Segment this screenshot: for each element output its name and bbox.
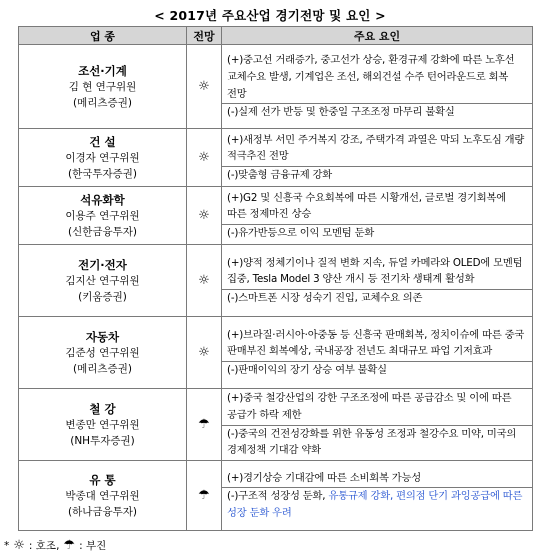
positive-factors: (+)양적 정체기이나 질적 변화 지속, 듀얼 카메라와 OLED에 모멘텀 집중, Tesla Model 3 양산 개시 등 전기차 생태계 활성화: [227, 256, 523, 286]
factors-cell: [222, 389, 533, 461]
outlook-cell: [187, 245, 222, 317]
sector-cell: [19, 187, 187, 245]
legend: [4, 538, 110, 553]
analyst-name: 박종대 연구위원: [65, 489, 140, 502]
positive-factors: (+)중고선 거래증가, 중고선가 상승, 환경규제 강화에 따른 노후선 교체수요 발생, 기계업은 조선, 해외건설 수주 턴어라운드로 회복 전망: [227, 54, 515, 100]
outlook-cell: [187, 317, 222, 389]
positive-factors: (+)경기상승 기대감에 따른 소비회복 가능성: [227, 471, 422, 484]
outlook-cell: [187, 389, 222, 461]
legend-asterisk: *: [4, 540, 10, 552]
negative-factors: (-)유가반등으로 이익 모멘텀 둔화: [222, 224, 532, 242]
negative-factors: (-)중국의 건전성강화를 위한 유동성 조정과 철강수요 미약, 미국의 경제정책 기대감 약화: [222, 425, 532, 459]
analyst-firm: (하나금융투자): [67, 505, 138, 518]
table-row: [19, 187, 533, 245]
sun-icon: ☼: [198, 208, 210, 223]
factors-cell: [222, 187, 533, 245]
analyst-name: 이경자 연구위원: [65, 151, 140, 164]
sun-icon: ☼: [198, 273, 210, 288]
sun-icon: ☼: [198, 79, 210, 94]
negative-factors: [222, 487, 532, 521]
legend-sun-label: : 호조,: [28, 540, 60, 552]
table-row: [19, 45, 533, 129]
analyst-firm: (한국투자증권): [67, 167, 138, 180]
sector-cell: [19, 461, 187, 531]
sector-name: 유 통: [89, 472, 116, 487]
positive-factors: (+)새정부 서민 주거복지 강조, 주택가격 과열은 막되 노후도심 개량 적극추진 전망: [227, 133, 525, 163]
factors-cell: [222, 317, 533, 389]
sector-cell: [19, 245, 187, 317]
negative-factors: (-)판매이익의 장기 상승 여부 불확실: [222, 361, 532, 379]
negative-factors: (-)스마트폰 시장 성숙기 진입, 교체수요 의존: [222, 289, 532, 307]
sector-cell: [19, 317, 187, 389]
outlook-table: [18, 26, 533, 531]
sector-name: 석유화학: [80, 192, 125, 207]
factors-cell: [222, 461, 533, 531]
table-title: < 2017년 주요산업 경기전망 및 요인 >: [154, 8, 386, 23]
table-row: [19, 389, 533, 461]
outlook-cell: [187, 129, 222, 187]
factors-cell: [222, 245, 533, 317]
sector-name: 자동차: [85, 329, 120, 344]
header-sector: 업 종: [19, 27, 187, 45]
header-outlook: 전망: [187, 27, 222, 45]
outlook-cell: [187, 461, 222, 531]
outlook-cell: [187, 187, 222, 245]
analyst-firm: (메리츠증권): [73, 96, 132, 109]
table-row: [19, 245, 533, 317]
analyst-name: 변종만 연구위원: [65, 418, 140, 431]
sector-cell: [19, 45, 187, 129]
sun-icon: ☼: [198, 345, 210, 360]
sector-name: 조선·기계: [78, 63, 127, 78]
factors-cell: [222, 129, 533, 187]
sun-icon: ☼: [13, 538, 25, 553]
positive-factors: (+)브라질·러시아·아중동 등 신흥국 판매회복, 정치이슈에 따른 중국 판매부진 회복예상, 국내공장 전년도 최대규모 파업 기저효과: [227, 328, 525, 358]
table-row: [19, 129, 533, 187]
table-row: [19, 461, 533, 531]
negative-factors-highlight: 유통규제 강화, 편의점 단기 과잉공급에 따른 성장 둔화 우려: [227, 490, 523, 519]
umbrella-icon: ☂: [63, 538, 76, 553]
sun-icon: ☼: [198, 150, 210, 165]
umbrella-icon: ☂: [198, 417, 210, 432]
sector-name: 건 설: [89, 134, 116, 149]
analyst-name: 김지산 연구위원: [65, 274, 140, 287]
analyst-name: 김준성 연구위원: [65, 346, 140, 359]
negative-factors: (-)실제 선가 반등 및 한중일 구조조정 마무리 불확실: [222, 103, 532, 121]
table-row: [19, 317, 533, 389]
analyst-firm: (키움증권): [78, 290, 127, 303]
umbrella-icon: ☂: [198, 488, 210, 503]
header-factors: 주요 요인: [222, 27, 533, 45]
analyst-name: 김 현 연구위원: [68, 80, 137, 93]
positive-factors: (+)중국 철강산업의 강한 구조조정에 따른 공급감소 및 이에 따른 공급가 하락 제한: [227, 392, 512, 421]
table-header-row: [19, 27, 533, 45]
outlook-cell: [187, 45, 222, 129]
negative-factors-part: (-)구조적 성장성 둔화,: [227, 490, 329, 503]
negative-factors: (-)맞춤형 금융규제 강화: [222, 166, 532, 184]
sector-name: 철 강: [89, 401, 116, 416]
analyst-name: 이용주 연구위원: [65, 209, 140, 222]
analyst-firm: (메리츠증권): [73, 362, 132, 375]
sector-cell: [19, 129, 187, 187]
sector-name: 전기·전자: [78, 257, 127, 272]
legend-umbrella-label: : 부진: [79, 540, 107, 552]
sector-cell: [19, 389, 187, 461]
factors-cell: [222, 45, 533, 129]
analyst-firm: (NH투자증권): [70, 434, 135, 447]
analyst-firm: (신한금융투자): [67, 225, 138, 238]
outlook-table-wrapper: [18, 26, 532, 531]
positive-factors: (+)G2 및 신흥국 수요회복에 따른 시황개선, 글로벌 경기회복에 따른 정제마진 상승: [227, 191, 506, 221]
